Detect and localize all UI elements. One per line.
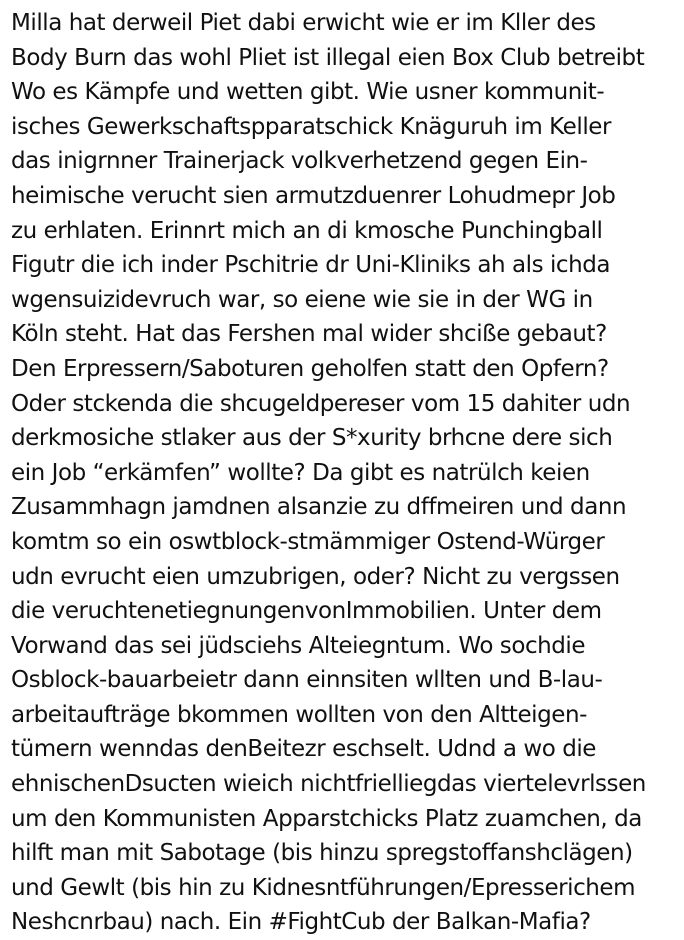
- body-text: [11, 6, 683, 940]
- text-line: heimische verucht sien armutzduenrer Lohudmepr Job: [11, 182, 616, 209]
- text-line: Köln steht. Hat das Fershen mal wider shcißе gebaut?: [11, 321, 607, 348]
- text-line: tümern wenndas denBeitezr eschselt. Udnd a wo die: [11, 736, 596, 763]
- text-line: Body Burn das wohl Pliet ist illegal eien Box Club betreibt: [11, 44, 645, 71]
- text-line: derkmosiche stlaker aus der S*xurity brhcne dere sich: [11, 425, 613, 452]
- text-line: Osblock-bauarbeietr dann einnsiten wllten und B-lau-: [11, 667, 603, 694]
- text-line: ein Job “erkämfen” wollte? Da gibt es natrülch keien: [11, 459, 590, 486]
- text-line: Wo es Kämpfe und wetten gibt. Wie usner kommunit-: [11, 79, 605, 106]
- text-line: Vorwand das sei jüdsciehs Alteiegntum. Wo sochdie: [11, 632, 586, 659]
- text-line: und Gewlt (bis hin zu Kidnesntführungen/Epresserichem: [11, 874, 636, 901]
- text-line: arbeitaufträge bkommen wollten von den Altteigen-: [11, 701, 587, 728]
- text-line: Milla hat derweil Piet dabi erwicht wie er im Kller des: [11, 10, 596, 36]
- text-line: Figutr die ich inder Pschitrie dr Uni-Kliniks ah als ichda: [11, 252, 611, 279]
- text-line: Neshcnrbau) nach. Ein #FightCub der Balkan-Mafia?: [11, 909, 591, 936]
- text-line: udn evrucht eien umzubrigen, oder? Nicht zu vergssen: [11, 563, 620, 590]
- text-line: Zusammhagn jamdnen alsanzie zu dffmeiren und dann: [11, 494, 627, 521]
- text-line: die veruchtenetiegnungenvonImmobilien. Unter dem: [11, 598, 602, 625]
- text-line: hilft man mit Sabotage (bis hinzu spregstoffanshclägen): [11, 840, 633, 867]
- text-line: zu erhlaten. Erinnrt mich an di kmosche Punchingball: [11, 217, 603, 244]
- text-line: Den Erpressern/Saboturen geholfen statt den Opfern?: [11, 355, 609, 382]
- text-line: wgensuizidevruch war, so eiene wie sie in der WG in: [11, 286, 593, 313]
- text-line: komtm so ein oswtblock-stmämmiger Ostend-Würger: [11, 528, 605, 555]
- text-line: um den Kommunisten Apparstchicks Platz zuamchen, da: [11, 805, 642, 832]
- text-line: das inigrnner Trainerjack volkverhetzend gegen Ein-: [11, 148, 588, 175]
- text-line: Oder stckenda die shcugeldpereser vom 15 dahiter udn: [11, 390, 631, 417]
- text-line: isches Gewerkschaftspparatschick Knäguruh im Keller: [11, 113, 611, 140]
- text-line: ehnischenDsucten wieich nichtfrielliegdas viertelevrlssen: [11, 771, 646, 798]
